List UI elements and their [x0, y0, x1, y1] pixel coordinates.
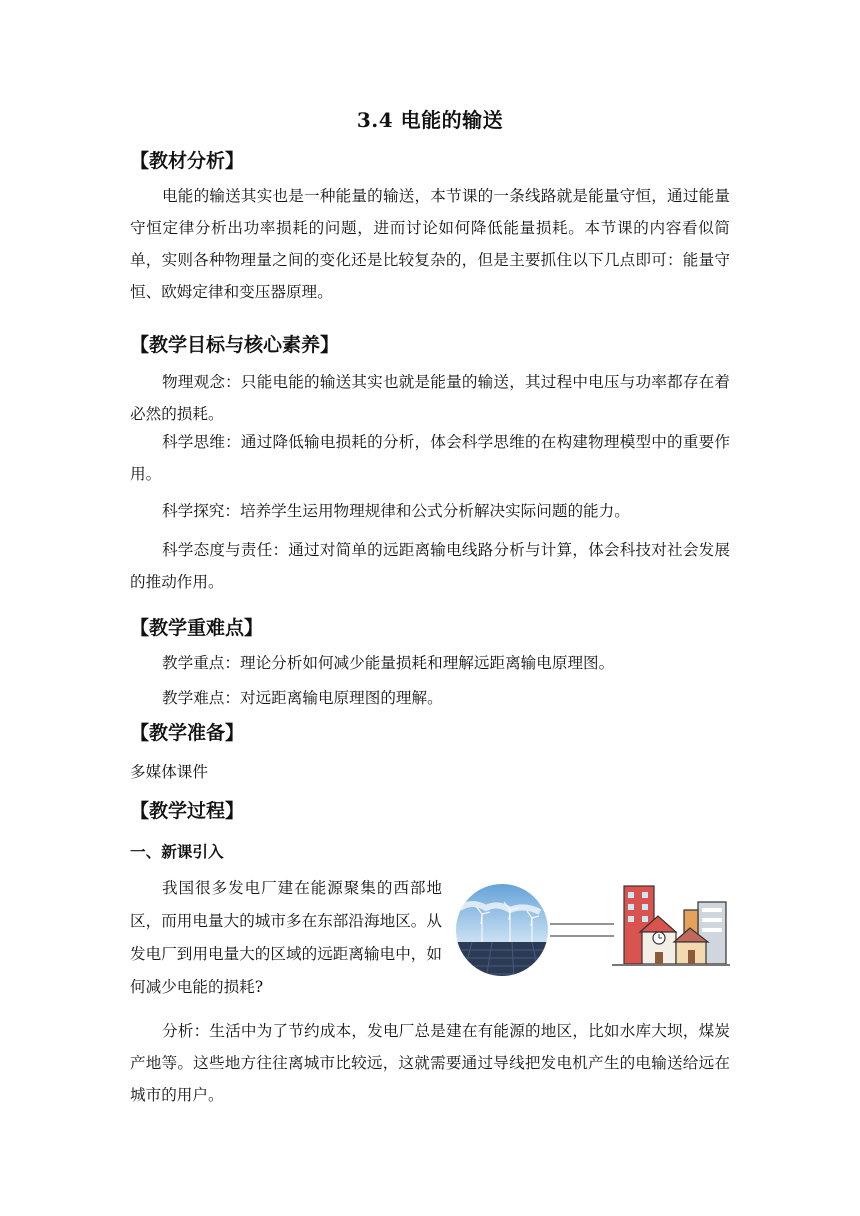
subheading-intro: 一、新课引入 [130, 843, 224, 861]
heading-key-points: 【教学重难点】 [130, 617, 264, 639]
key-point-focus: 教学重点：理论分析如何减少能量损耗和理解远距离输电原理图。 [162, 654, 615, 672]
heading-process: 【教学过程】 [130, 800, 245, 822]
goal-item-thinking: 科学思维：通过降低输电损耗的分析，体会科学思维的在构建物理模型中的重要作用。 [130, 433, 730, 483]
analysis-note-paragraph: 分析：生活中为了节约成本，发电厂总是建在有能源的地区，比如水库大坝，煤炭产地等。这些地方往往离城市比较远，这就需要通过导线把发电机产生的电输送给远在城市的用户。 [130, 1022, 730, 1104]
preparation-text: 多媒体课件 [130, 763, 208, 781]
heading-preparation: 【教学准备】 [130, 722, 245, 744]
goal-item-physics: 物理观念：只能电能的输送其实也就是能量的输送，其过程中电压与功率都存在着必然的损耗。 [130, 373, 730, 423]
power-transmission-illustration [452, 880, 732, 980]
goal-item-inquiry: 科学探究：培养学生运用物理规律和公式分析解决实际问题的能力。 [162, 502, 630, 520]
page-title: 3.4 电能的输送 [356, 108, 504, 132]
city-buildings-icon [612, 886, 730, 966]
key-point-difficulty: 教学难点：对远距离输电原理图的理解。 [162, 689, 443, 707]
analysis-paragraph: 电能的输送其实也是一种能量的输送，本节课的一条线路就是能量守恒，通过能量守恒定律分析出功率损耗的问题，进而讨论如何降低能量损耗。本节课的内容看似简单，实则各种物理量之间的变化还是比较复杂的，但是主要抓住以下几点即可：能量守恒、欧姆定律和变压器原理。 [130, 187, 730, 301]
heading-goals: 【教学目标与核心素养】 [130, 334, 340, 356]
goal-item-attitude: 科学态度与责任：通过对简单的远距离输电线路分析与计算，体会科技对社会发展的推动作用。 [130, 541, 730, 591]
heading-analysis: 【教材分析】 [130, 150, 245, 172]
intro-paragraph: 我国很多发电厂建在能源聚集的西部地区，而用电量大的城市多在东部沿海地区。从发电厂到用电量大的区域的远距离输电中，如何减少电能的损耗? [130, 879, 442, 996]
transmission-line [550, 924, 614, 936]
power-plant-photo [452, 880, 552, 980]
